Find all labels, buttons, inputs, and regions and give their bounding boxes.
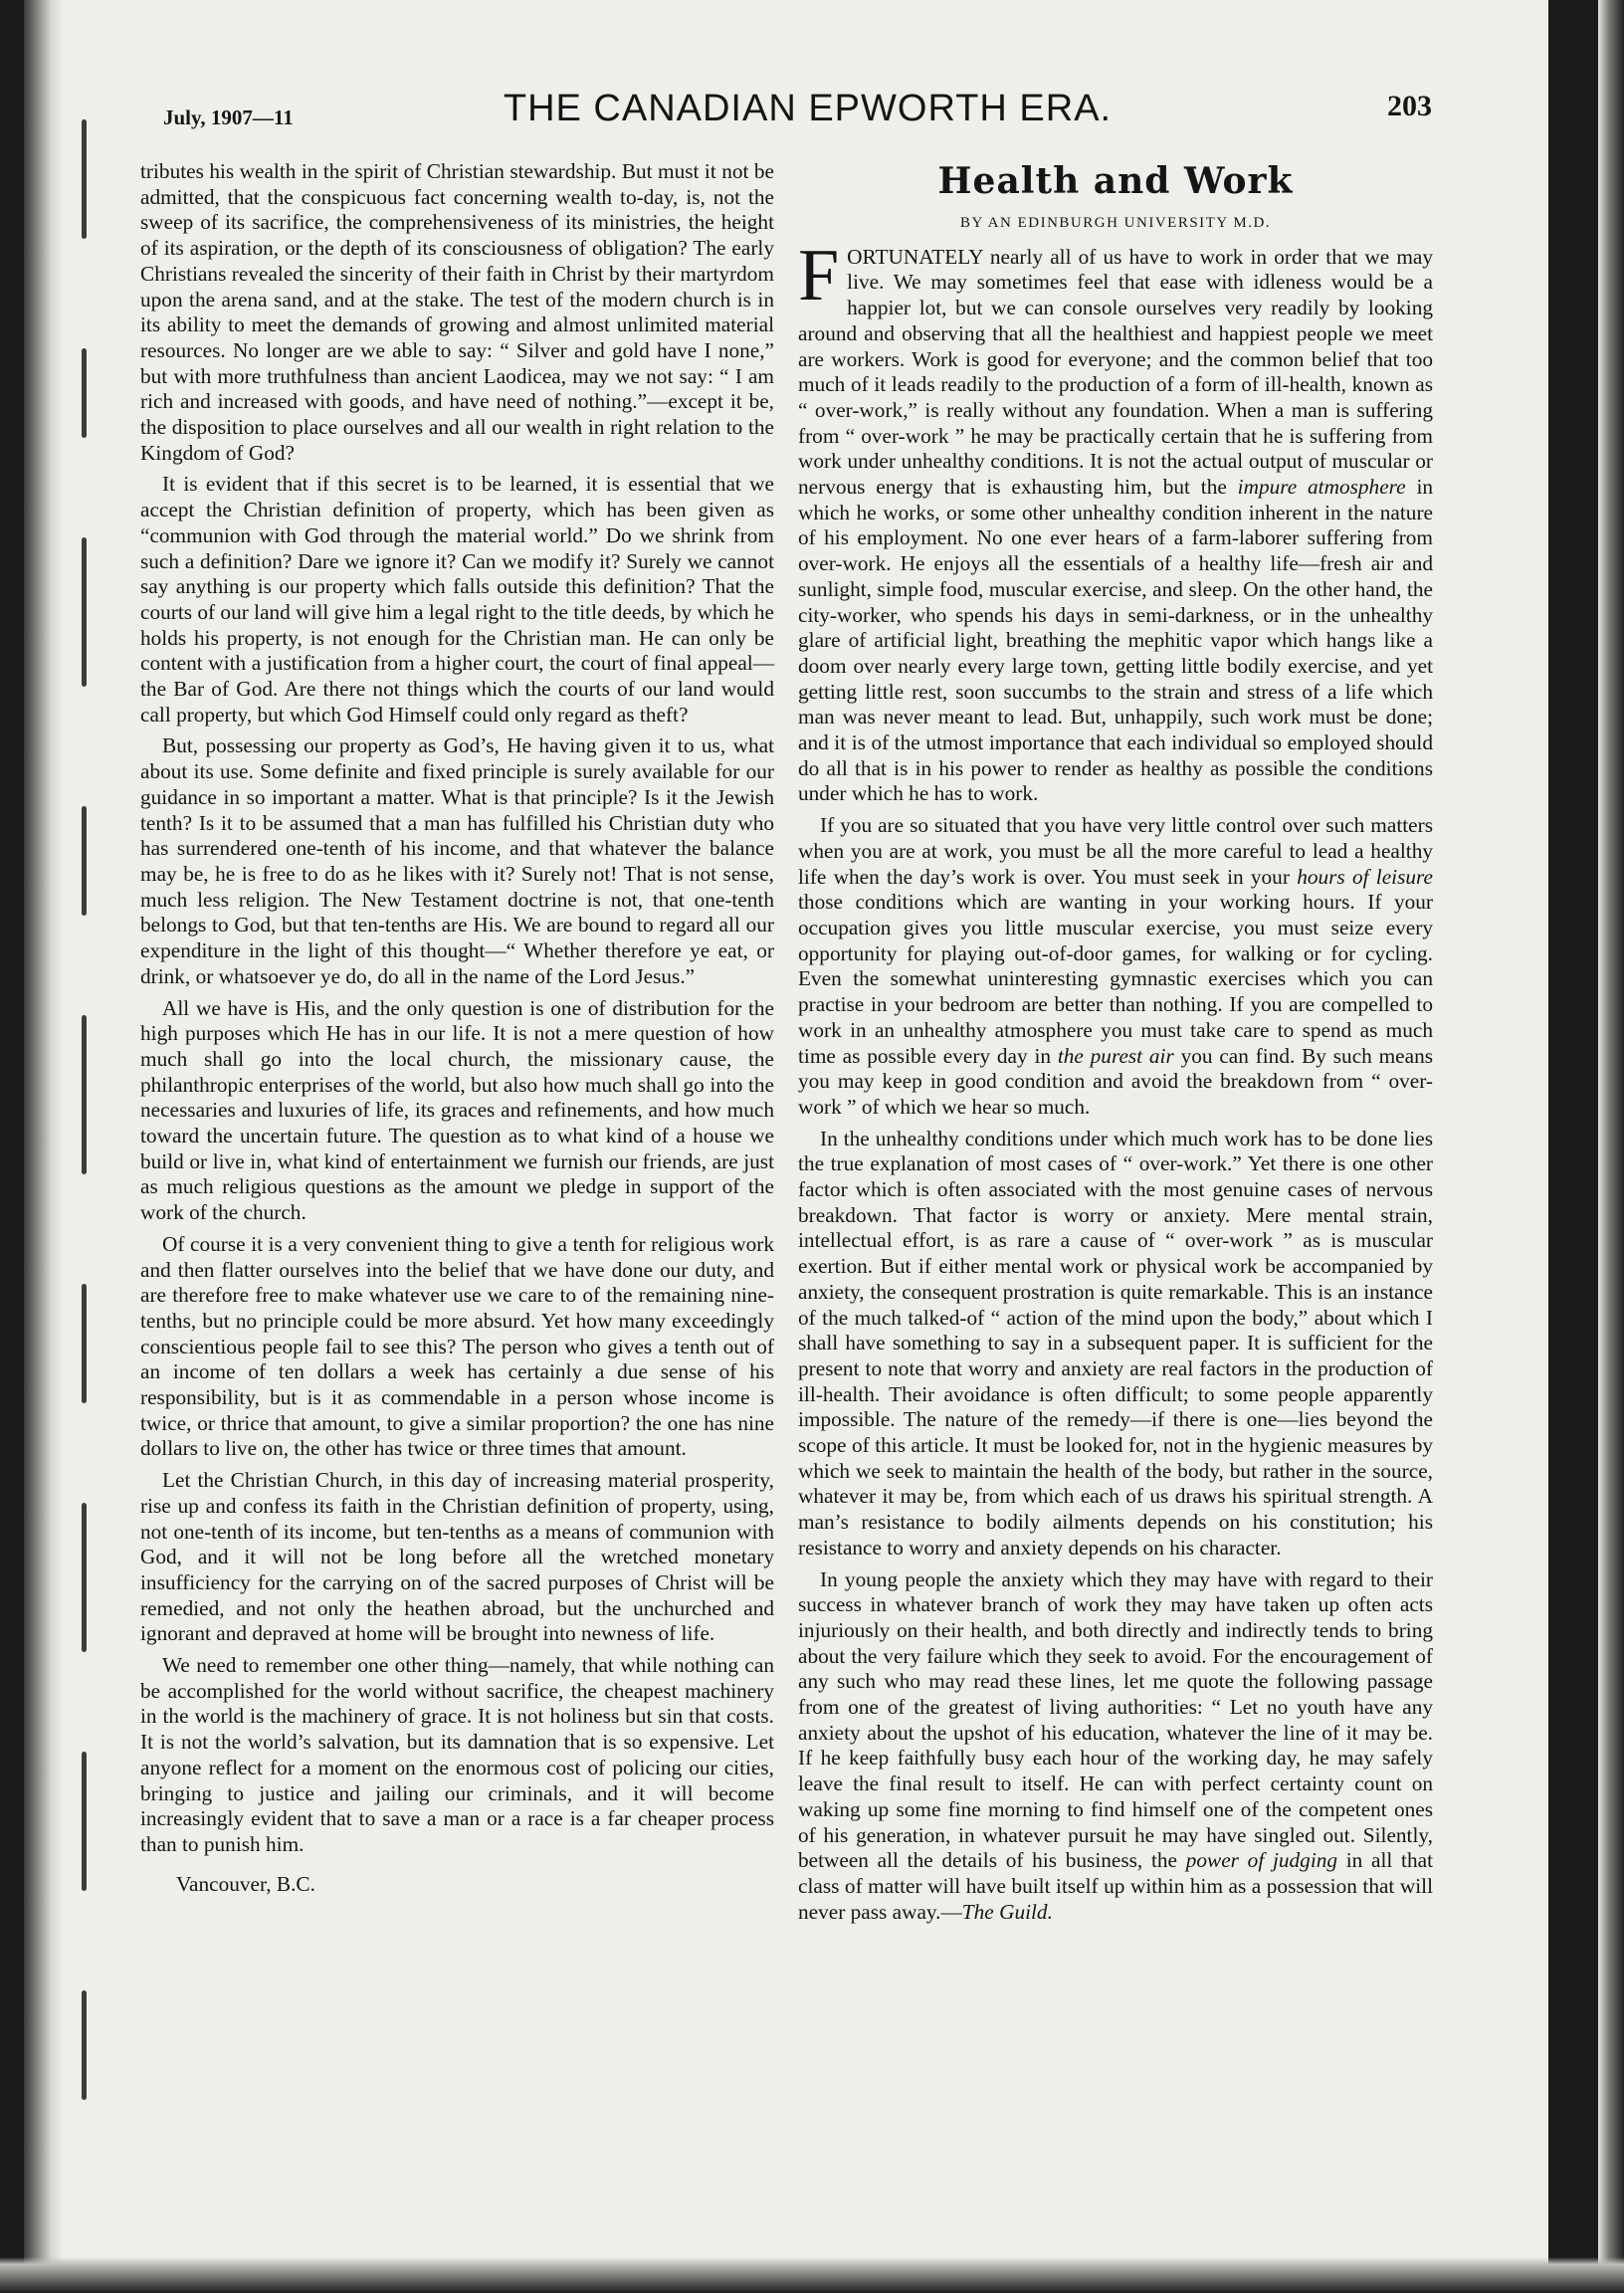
article-byline: BY AN EDINBURGH UNIVERSITY M.D. — [959, 215, 1272, 231]
running-header — [163, 84, 1452, 143]
paragraph: If you are so situated that you have very little control over such matters when you are at work, you must be all the more careful to lead a healthy life when the day’s work is over. You must seek in your hours of leisure those conditions which are wanting in your working hours. If your occupation gives you little muscular exercise, you must seize every opportunity for playing out-of-door games, for walking or for cycling. Even the somewhat uninteresting gymnastic exercises which you can practise in your bedroom are better than nothing. If you are compelled to work in an unhealthy atmosphere you must take care to spend as much time as possible every day in the purest air you can find. By such means you may keep in good condition and avoid the breakdown from “ over-work ” of which we hear so much. — [798, 813, 1434, 1119]
quote-source: The Guild. — [961, 1899, 1053, 1924]
article-signoff: Vancouver, B.C. — [176, 1871, 315, 1896]
publication-title: THE CANADIAN EPWORTH ERA. — [503, 88, 1113, 129]
binding-gutter-shadow — [24, 0, 64, 2293]
right-column-article — [798, 159, 1433, 1931]
paragraph: But, possessing our property as God’s, He having given it to us, what about its use. Some definite and fixed principle is surely available for our guidance in so important a matter. What is that principle? Is it the Jewish tenth? Is it to be assumed that a man has fulfilled his Christian duty who has surrendered one-tenth of his income, and that whatever the balance may be, he is free to do as he likes with it? Surely not! That is not sense, much less religion. The New Testament doctrine is not, that one-tenth belongs to God, but that ten-tenths are His. We are bound to regard all our expenditure in the light of this thought—“ Whether therefore ye eat, or drink, or whatsoever ye do, do all in the name of the Lord Jesus.” — [140, 733, 774, 988]
paragraph: All we have is His, and the only question is one of distribution for the high purposes which He has in our life. It is not a mere question of how much shall go into the local church, the missionary cause, the philanthropic enterprises of the world, but also how much shall go into the necessaries and luxuries of life, its graces and refinements, and how much toward the uncertain future. The question as to what kind of a house we build or live in, what kind of entertainment we furnish our friends, are just as much religious questions as the amount we pledge in support of the work of the church. — [140, 995, 774, 1225]
emphasis: the purest air — [1057, 1043, 1174, 1068]
paragraph: In young people the anxiety which they may have with regard to their success in whatever branch of work they may have taken up often acts injuriously on their health, and both directly and indirectly tends to bring about the very failure which they seek to avoid. For the encouragement of any such who may read these lines, let me quote the following passage from one of the greatest of living authorities: “ Let no youth have any anxiety about the upshot of his education, whatever the line of it may be. If he keep faithfully busy each hour of the working day, he may safely leave the final result to itself. He can with perfect certainty count on waking up some fine morning to find himself one of the competent ones of his generation, in whatever pursuit he may have singled out. Silently, between all the details of his business, the power of judging in all that class of matter will have built itself up within him as a possession that will never pass away.—The Guild. — [798, 1566, 1433, 1924]
page-edge-bottom — [0, 2257, 1624, 2293]
page-edge-right — [1598, 0, 1624, 2293]
article-title: Health and Work — [937, 160, 1294, 202]
issue-date: July, 1907—11 — [163, 105, 294, 129]
binding-stitch-marks — [68, 119, 107, 2110]
emphasis: impure atmosphere — [1237, 475, 1406, 500]
paragraph: Let the Christian Church, in this day of increasing material prosperity, rise up and confess its faith in the Christian definition of property, using, not one-tenth of its income, but ten-tenths as a means of communion with God, and it will not be long before all the wretched monetary insufficiency for the carrying on of the sacred purposes of Christ will be remedied, and not only the heathen abroad, but the unchurched and ignorant and depraved at home will be brought into newness of life. — [140, 1468, 774, 1646]
left-column-article — [140, 159, 774, 1903]
paragraph: FORTUNATELY nearly all of us have to work in order that we may live. We may sometimes feel that ease with idleness would be a happier lot, but we can console ourselves very readily by looking around and observing that all the healthiest and happiest people we meet are workers. Work is good for everyone; and the common belief that too much of it leads readily to the production of a form of ill-health, known as “ over-work,” is really without any foundation. When a man is suffering from “ over-work ” he may be practically certain that he is suffering from work under unhealthy conditions. It is not the actual output of muscular or nervous energy that is exhausting him, but the impure atmosphere in which he works, or some other unhealthy condition inherent in the nature of his employment. No one ever hears of a farm-laborer suffering from over-work. He enjoys all the essentials of a healthy life—fresh air and sunlight, simple food, muscular exercise, and sleep. On the other hand, the city-worker, who spends his days in semi-darkness, or in the unhealthy glare of artificial light, breathing the mephitic vapor which hangs like a doom over nearly every large town, getting little bodily exercise, and yet getting little rest, soon succumbs to the strain and stress of a life which man was never meant to lead. But, unhappily, such work must be done; and it is of the utmost importance that each individual so employed should do all that is in his power to render as healthy as possible the conditions under which he has to work. — [798, 234, 1434, 806]
paragraph: Of course it is a very convenient thing to give a tenth for religious work and then flatter ourselves into the belief that we have done our duty, and are therefore free to make whatever use we care to of the remaining nine-tenths, but no principle could be more absurd. Yet how many exceedingly conscientious people fail to see this? The person who gives a tenth out of an income of ten dollars a week has certainly a due sense of his responsibility, but is it as commendable in a person whose income is twice, or thrice that amount, to give a similar proportion? the one has nine dollars to live on, the other has twice or three times that amount. — [140, 1231, 774, 1461]
paragraph: We need to remember one other thing—namely, that while nothing can be accomplished for the world without sacrifice, the cheapest machinery in the world is the machinery of grace. It is not holiness but sin that costs. It is not the world’s salvation, but its damnation that is so expensive. Let anyone reflect for a moment on the enormous cost of policing our cities, bringing to justice and jailing our criminals, and it will become increasingly evident that to save a man or a race is a far cheaper process than to punish him. — [140, 1653, 774, 1856]
page-number: 203 — [1387, 90, 1432, 122]
emphasis: hours of leisure — [1297, 864, 1433, 889]
drop-cap: F — [798, 234, 840, 316]
paragraph: tributes his wealth in the spirit of Christian stewardship. But must it not be admitted, that the conspicuous fact concerning wealth to-day, is, not the sweep of its sacrifice, the comprehensiveness of its ministries, the height of its aspiration, or the depth of its consciousness of obligation? The early Christians revealed the sincerity of their faith in Christ by their martyrdom upon the arena sand, and at the stake. The test of the modern church is in its ability to meet the demands of growing and almost unlimited material resources. No longer are we able to say: “ Silver and gold have I none,” but with more truthfulness than ancient Laodicea, may we not say: “ I am rich and increased with goods, and have need of nothing.”—except it be, the disposition to place ourselves and all our wealth in right relation to the Kingdom of God? — [140, 159, 774, 465]
paragraph: In the unhealthy conditions under which much work has to be done lies the true explanation of most cases of “ over-work.” Yet there is one other factor which is often associated with the most genuine cases of nervous breakdown. That factor is worry or anxiety. Mere mental strain, intellectual effort, is as rare a cause of “ over-work ” as is muscular exertion. But if either mental work or physical work be accompanied by anxiety, the consequent prostration is quite remarkable. This is an instance of the much talked-of “ action of the mind upon the body,” about which I shall have something to say in a subsequent paper. It is sufficient for the present to note that worry and anxiety are real factors in the production of ill-health. Their avoidance is often difficult; to some people apparently impossible. The nature of the remedy—if there is one—lies beyond the scope of this article. It must be looked for, not in the hygienic measures by which we seek to maintain the health of the body, but rather in the source, whatever it may be, from which each of us draws his spiritual strength. A man’s resistance to bodily ailments depends on his constitution; his resistance to worry and anxiety depends on his character. — [798, 1126, 1433, 1560]
emphasis: power of judging — [1185, 1848, 1338, 1873]
paragraph: It is evident that if this secret is to be learned, it is essential that we accept the Christian definition of property, which has been given as “communion with God through the material world.” Do we shrink from such a definition? Dare we ignore it? Can we modify it? Surely we cannot say anything is our property which falls outside this definition? That the courts of our land will give him a legal right to the title deeds, by which he holds his property, is not enough for the Christian man. He can only be content with a justification from a higher court, the court of final appeal—the Bar of God. Are there not things which the courts of our land would call property, but which God Himself could only regard as theft? — [140, 472, 774, 727]
